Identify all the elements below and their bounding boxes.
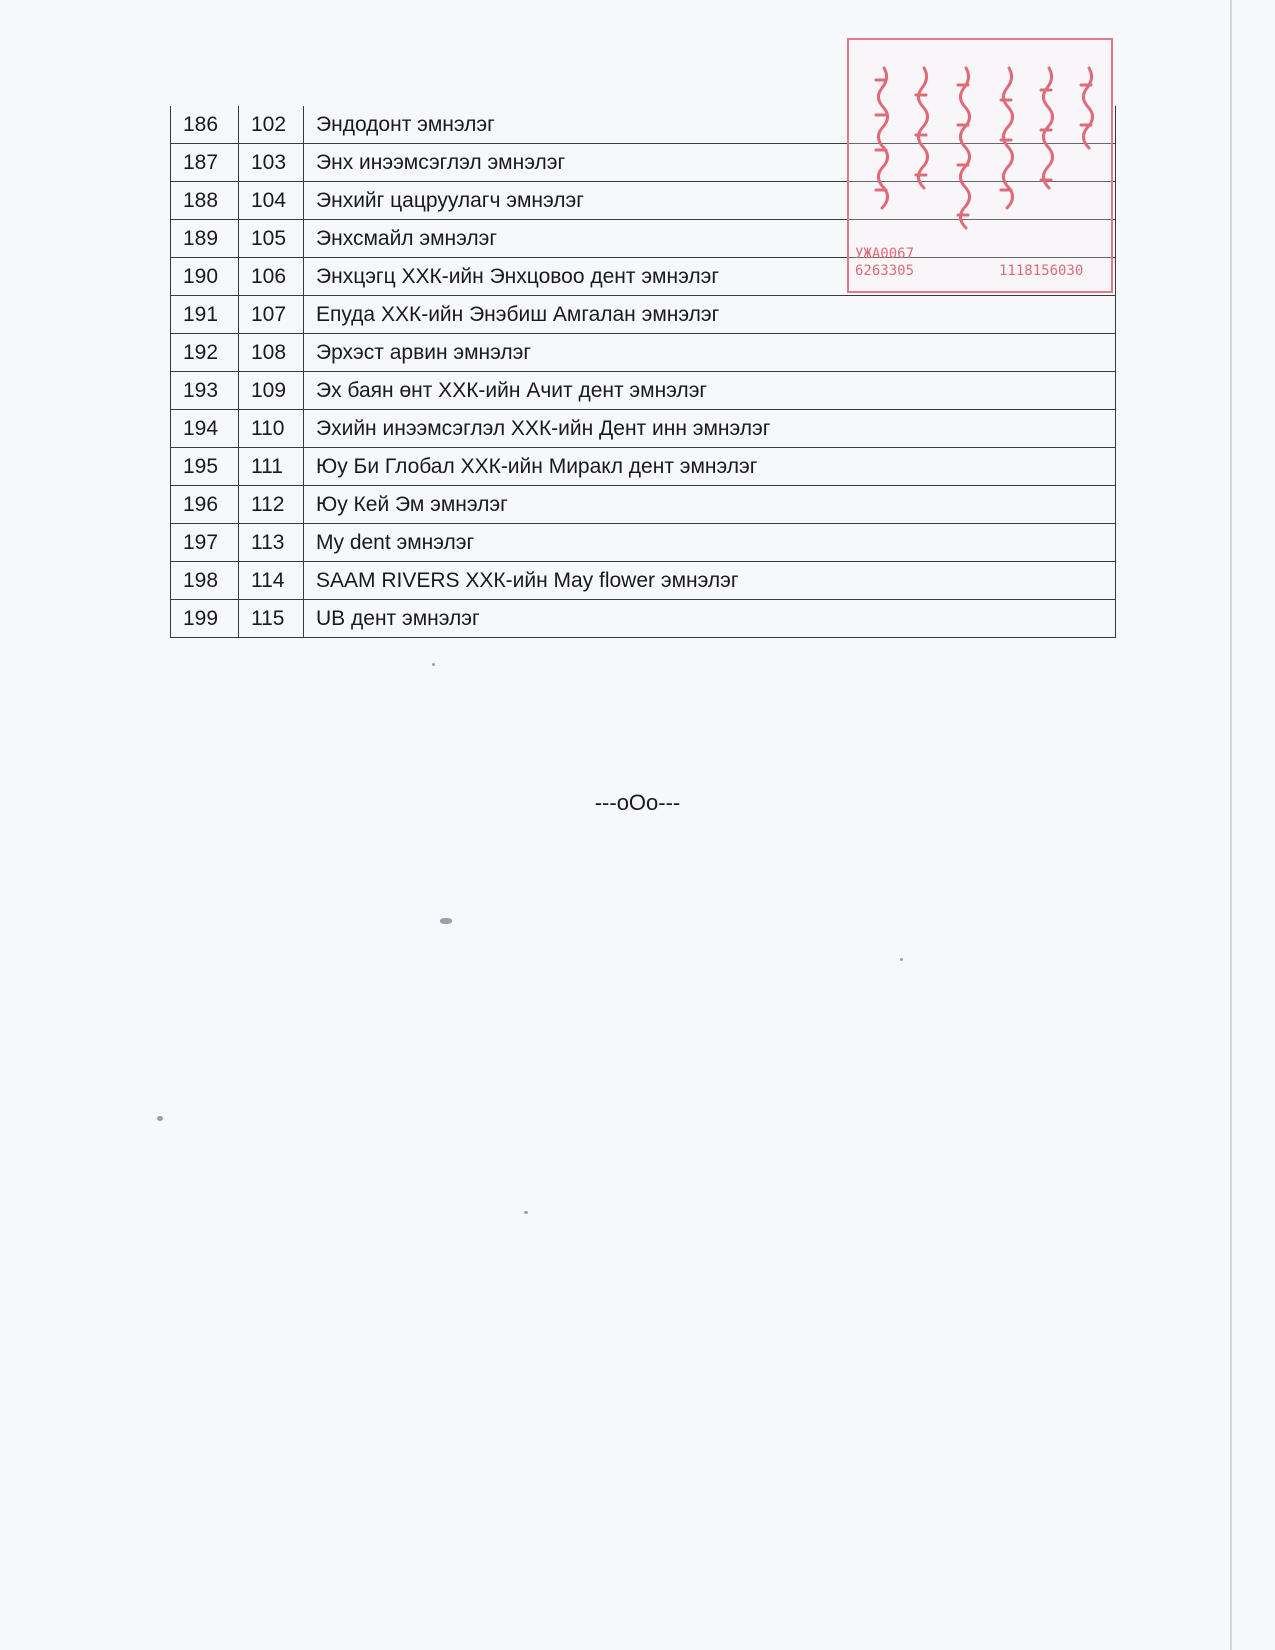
table-row (171, 562, 1116, 600)
table-row (171, 448, 1116, 486)
row-sub-number: 103 (239, 144, 304, 182)
official-stamp (847, 38, 1113, 293)
row-sub-number: 107 (239, 296, 304, 334)
row-sub-number: 105 (239, 220, 304, 258)
row-number: 196 (171, 486, 239, 524)
row-clinic-name: Энхсмайл эмнэлэг (304, 220, 1116, 258)
row-sub-number: 110 (239, 410, 304, 448)
row-number: 198 (171, 562, 239, 600)
table-row (171, 486, 1116, 524)
table-row (171, 372, 1116, 410)
row-number: 187 (171, 144, 239, 182)
page-edge (1230, 0, 1232, 1650)
row-clinic-name: Энхцэгц ХХК-ийн Энхцовоо дент эмнэлэг (304, 258, 1116, 296)
row-sub-number: 108 (239, 334, 304, 372)
stamp-code-left-1: УЖА0067 (855, 246, 915, 262)
table-row (171, 600, 1116, 638)
row-sub-number: 111 (239, 448, 304, 486)
row-sub-number: 114 (239, 562, 304, 600)
row-number: 195 (171, 448, 239, 486)
table-row (171, 524, 1116, 562)
row-sub-number: 115 (239, 600, 304, 638)
scan-speck (432, 663, 435, 666)
row-clinic-name: SAAM RIVERS ХХК-ийн May flower эмнэлэг (304, 562, 1116, 600)
row-clinic-name: Энхийг цацруулагч эмнэлэг (304, 182, 1116, 220)
scan-speck (157, 1116, 163, 1121)
row-number: 199 (171, 600, 239, 638)
scan-speck (440, 918, 452, 924)
row-number: 193 (171, 372, 239, 410)
row-clinic-name: Эх баян өнт ХХК-ийн Ачит дент эмнэлэг (304, 372, 1116, 410)
row-number: 191 (171, 296, 239, 334)
row-clinic-name: Эндодонт эмнэлэг (304, 106, 1116, 144)
end-of-document-mark: ---oOo--- (594, 790, 681, 815)
scan-speck (900, 958, 903, 961)
row-clinic-name: UB дент эмнэлэг (304, 600, 1116, 638)
row-clinic-name: Епуда ХХК-ийн Энэбиш Амгалан эмнэлэг (304, 296, 1116, 334)
table-row (171, 334, 1116, 372)
row-sub-number: 113 (239, 524, 304, 562)
row-number: 189 (171, 220, 239, 258)
row-sub-number: 109 (239, 372, 304, 410)
row-sub-number: 104 (239, 182, 304, 220)
row-sub-number: 102 (239, 106, 304, 144)
row-clinic-name: Эрхэст арвин эмнэлэг (304, 334, 1116, 372)
stamp-code-left-2: 6263305 (855, 263, 915, 279)
row-number: 194 (171, 410, 239, 448)
row-number: 186 (171, 106, 239, 144)
scan-speck (524, 1211, 528, 1214)
row-number: 192 (171, 334, 239, 372)
row-clinic-name: Юу Кей Эм эмнэлэг (304, 486, 1116, 524)
table-row (171, 410, 1116, 448)
row-clinic-name: Юу Би Глобал ХХК-ийн Миракл дент эмнэлэг (304, 448, 1116, 486)
row-number: 197 (171, 524, 239, 562)
row-clinic-name: My dent эмнэлэг (304, 524, 1116, 562)
row-sub-number: 106 (239, 258, 304, 296)
table-row (171, 296, 1116, 334)
stamp-code-right: 1118156030 (999, 263, 1084, 279)
row-number: 190 (171, 258, 239, 296)
row-number: 188 (171, 182, 239, 220)
row-clinic-name: Эхийн инээмсэглэл ХХК-ийн Дент инн эмнэлэг (304, 410, 1116, 448)
row-sub-number: 112 (239, 486, 304, 524)
row-clinic-name: Энх инээмсэглэл эмнэлэг (304, 144, 1116, 182)
